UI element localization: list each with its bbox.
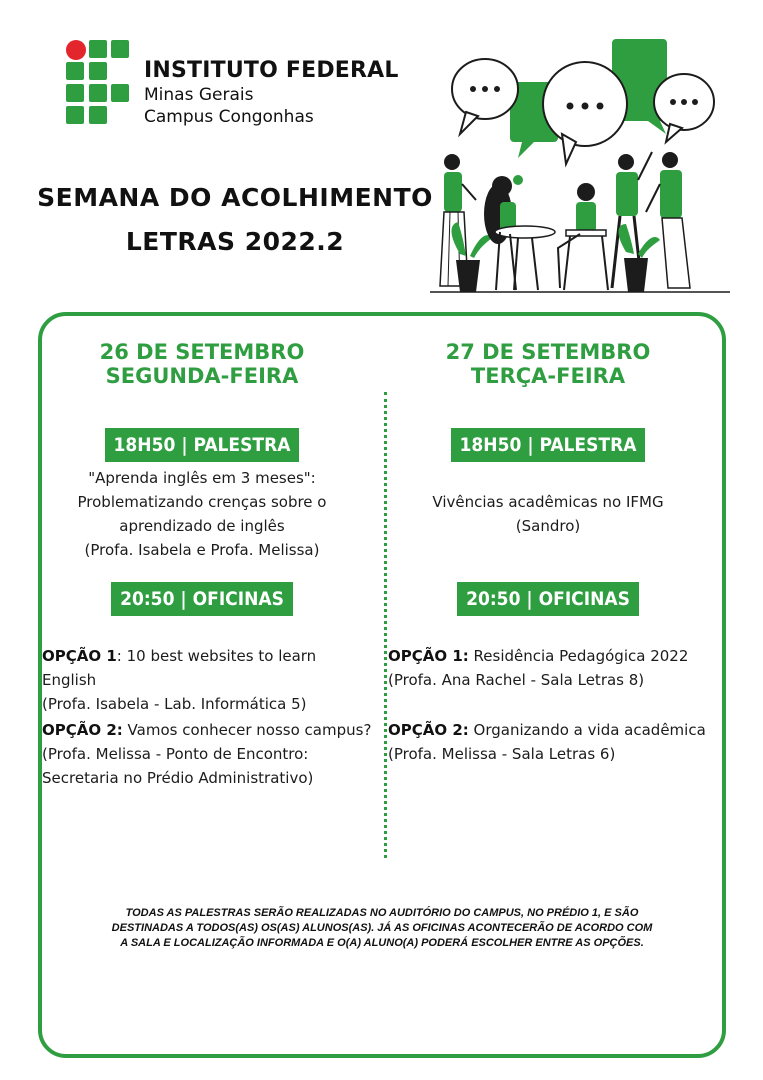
page-title bbox=[30, 176, 440, 264]
day1-talk-line: aprendizado de inglês bbox=[119, 517, 285, 535]
institution-state: Minas Gerais bbox=[144, 85, 254, 105]
day1-weekday: SEGUNDA-FEIRA bbox=[105, 364, 299, 388]
day2-talk-description bbox=[388, 490, 708, 538]
plant-icon bbox=[618, 224, 660, 292]
day2-date: 27 DE SETEMBRO bbox=[445, 340, 651, 364]
column-divider bbox=[384, 392, 387, 858]
person-icon bbox=[484, 176, 555, 290]
title-line-2: LETRAS 2022.2 bbox=[125, 227, 345, 256]
day2-column bbox=[388, 340, 708, 810]
institution-name: INSTITUTO FEDERAL bbox=[144, 58, 399, 83]
footnote-line: DESTINADAS A TODOS(AS) OS(AS) ALUNOS(AS). JÁ AS OFICINAS ACONTECERÃO DE ACORDO COM bbox=[111, 922, 653, 934]
day2-talk-badge-wrap bbox=[388, 428, 708, 462]
logo-mark-icon bbox=[66, 40, 132, 126]
institution-logo bbox=[66, 40, 406, 135]
day2-weekday: TERÇA-FEIRA bbox=[470, 364, 626, 388]
day2-option2-label: OPÇÃO 2: bbox=[388, 721, 469, 739]
day1-heading bbox=[42, 340, 362, 388]
institution-campus: Campus Congonhas bbox=[144, 107, 314, 127]
day2-option2-title: Organizando a vida acadêmica bbox=[468, 721, 706, 739]
day1-option2-title: Vamos conhecer nosso campus? bbox=[122, 721, 372, 739]
day1-option2 bbox=[42, 718, 372, 790]
day1-talk-line: "Aprenda inglês em 3 meses": bbox=[88, 469, 316, 487]
day1-workshop-badge-wrap bbox=[42, 582, 362, 616]
speech-bubbles-icon bbox=[452, 39, 714, 164]
day1-option1-detail: (Profa. Isabela - Lab. Informática 5) bbox=[42, 695, 307, 713]
day2-heading bbox=[388, 340, 708, 388]
day2-workshop-badge-wrap bbox=[388, 582, 708, 616]
day2-option2-detail: (Profa. Melissa - Sala Letras 6) bbox=[388, 745, 616, 763]
footnote-line: TODAS AS PALESTRAS SERÃO REALIZADAS NO AUDITÓRIO DO CAMPUS, NO PRÉDIO 1, E SÃO bbox=[125, 907, 639, 919]
day1-option2-label: OPÇÃO 2: bbox=[42, 721, 123, 739]
day2-option1-detail: (Profa. Ana Rachel - Sala Letras 8) bbox=[388, 671, 645, 689]
day1-talk-badge-wrap bbox=[42, 428, 362, 462]
day1-column bbox=[42, 340, 372, 810]
day2-talk-badge: 18H50 | PALESTRA bbox=[451, 428, 646, 462]
day1-option1-label: OPÇÃO 1 bbox=[42, 647, 117, 665]
person-icon bbox=[558, 183, 608, 290]
day2-option2 bbox=[388, 718, 718, 766]
day1-option2-detail: Secretaria no Prédio Administrativo) bbox=[42, 769, 314, 787]
day1-talk-line: (Profa. Isabela e Profa. Melissa) bbox=[84, 541, 320, 559]
day1-talk-description bbox=[42, 466, 362, 562]
day2-option1-title: Residência Pedagógica 2022 bbox=[468, 647, 689, 665]
day2-talk-line: (Sandro) bbox=[515, 517, 581, 535]
day1-date: 26 DE SETEMBRO bbox=[99, 340, 305, 364]
footnote bbox=[52, 906, 712, 951]
day1-talk-line: Problematizando crenças sobre o bbox=[77, 493, 327, 511]
day1-option1-title: : 10 best websites to learn English bbox=[42, 647, 317, 689]
day2-talk-line: Vivências acadêmicas no IFMG bbox=[432, 493, 664, 511]
day1-option2-detail: (Profa. Melissa - Ponto de Encontro: bbox=[42, 745, 309, 763]
person-icon bbox=[646, 152, 690, 288]
title-line-1: SEMANA DO ACOLHIMENTO bbox=[37, 183, 433, 212]
day1-talk-badge: 18H50 | PALESTRA bbox=[105, 428, 300, 462]
people-conversation-illustration bbox=[430, 34, 730, 299]
day2-option1-label: OPÇÃO 1: bbox=[388, 647, 469, 665]
footnote-line: A SALA E LOCALIZAÇÃO INFORMADA E O(A) ALUNO(A) PODERÁ ESCOLHER ENTRE AS OPÇÕES. bbox=[120, 937, 644, 949]
day2-option1 bbox=[388, 644, 718, 692]
day1-option1 bbox=[42, 644, 372, 716]
day2-workshop-badge: 20:50 | OFICINAS bbox=[457, 582, 639, 616]
day1-workshop-badge: 20:50 | OFICINAS bbox=[111, 582, 293, 616]
